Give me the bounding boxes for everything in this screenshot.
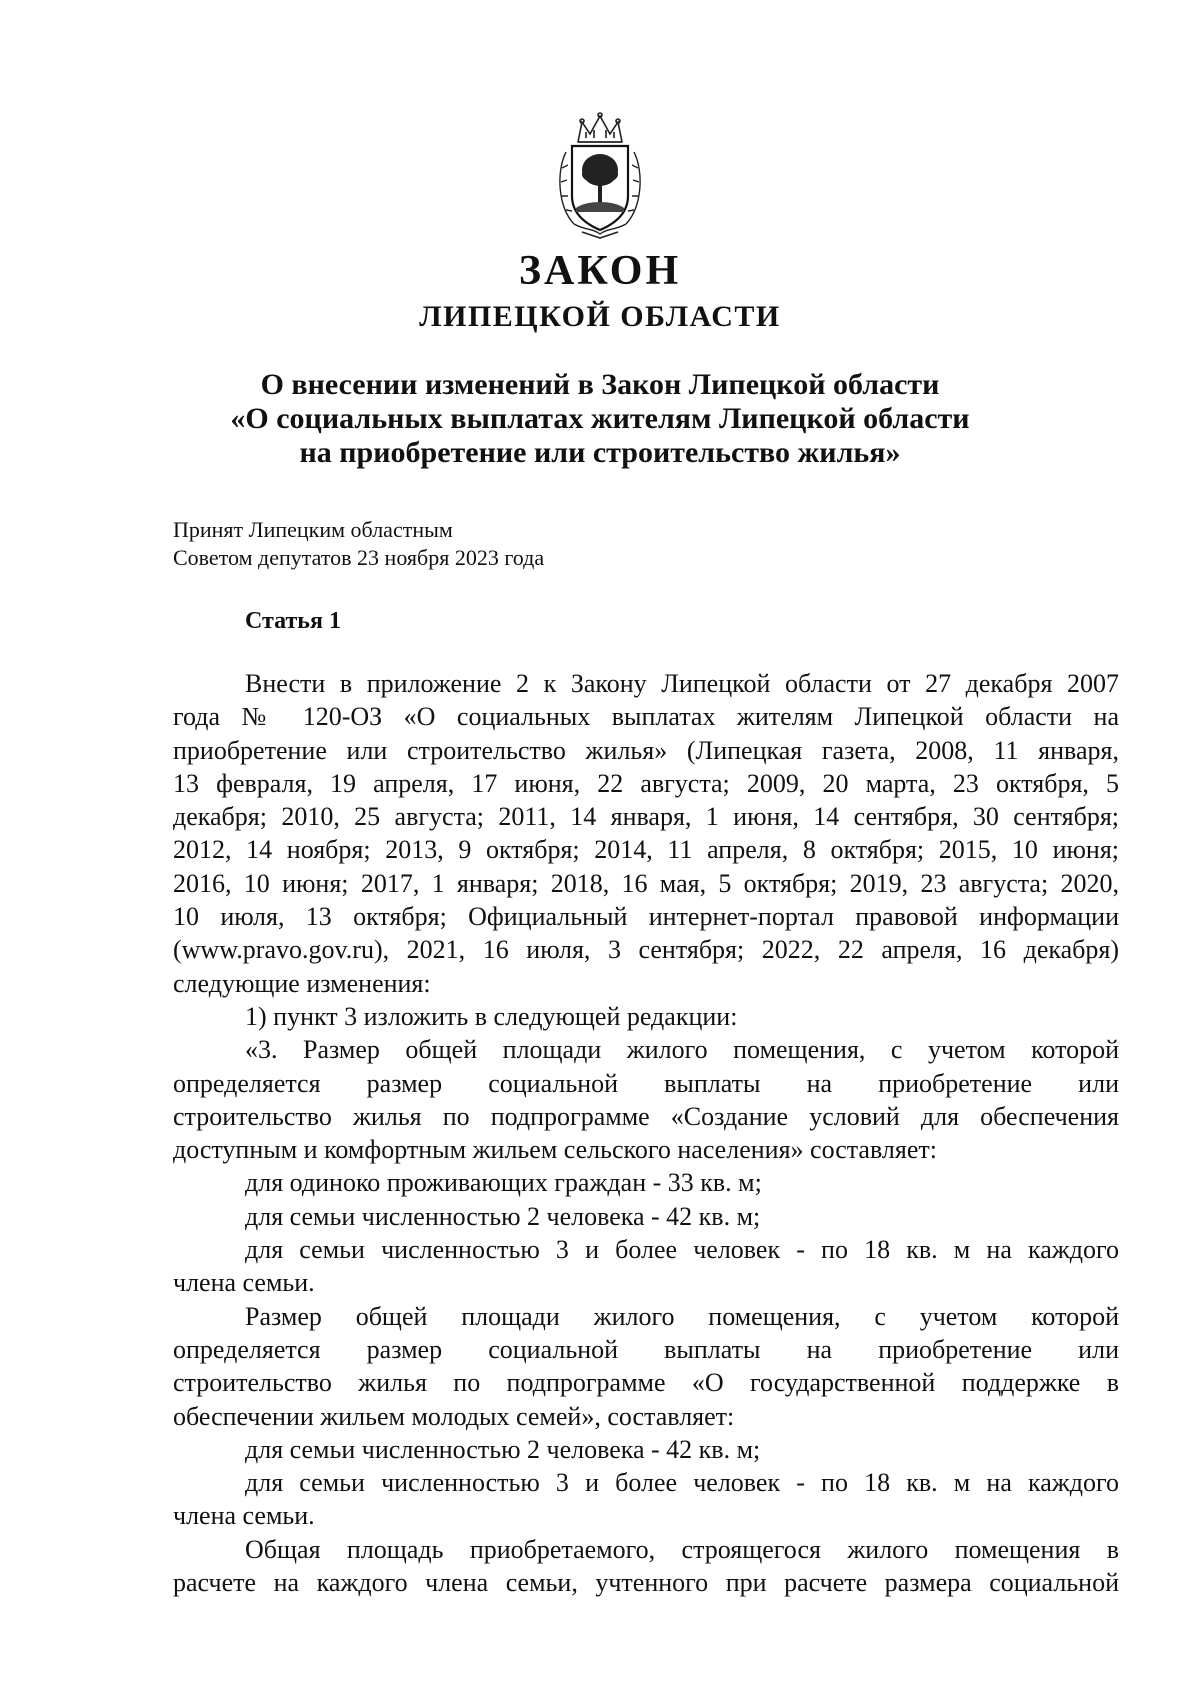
body-line: Размер общей площади жилого помещения, с учетом которой (245, 1301, 1119, 1331)
body-line: доступным и комфортным жильем сельского населения» составляет: (173, 1135, 937, 1165)
body-line: строительство жилья по подпрограмме «Создание условий для обеспечения (173, 1101, 1119, 1131)
body-line: строительство жилья по подпрограмме «О государственной поддержке в (173, 1368, 1119, 1398)
coat-of-arms-icon (552, 112, 648, 240)
body-line: 2012, 14 ноября; 2013, 9 октября; 2014, 11 апреля, 8 октября; 2015, 10 июня; (173, 835, 1119, 865)
law-heading (175, 368, 1025, 470)
body-line: приобретение или строительство жилья» (Липецкая газета, 2008, 11 января, (173, 735, 1119, 765)
body-line: определяется размер социальной выплаты на приобретение или (173, 1068, 1119, 1098)
body-line: для семьи численностью 2 человека - 42 кв. м; (245, 1434, 761, 1464)
body-line: Внести в приложение 2 к Закону Липецкой области от 27 декабря 2007 (245, 669, 1119, 698)
law-heading-line: «О социальных выплатах жителям Липецкой области (230, 402, 970, 435)
body-line: для одиноко проживающих граждан - 33 кв. м; (245, 1168, 762, 1198)
body-line: для семьи численностью 2 человека - 42 кв. м; (245, 1201, 761, 1231)
adoption-note-line: Принят Липецким областным (173, 517, 453, 542)
body-line: обеспечении жильем молодых семей», составляет: (173, 1401, 735, 1431)
law-heading-line: О внесении изменений в Закон Липецкой области (260, 368, 940, 401)
body-line: «3. Размер общей площади жилого помещения, с учетом которой (245, 1035, 1119, 1065)
body-line: 13 февраля, 19 апреля, 17 июня, 22 августа; 2009, 20 марта, 23 октября, 5 (173, 768, 1119, 798)
body-line: следующие изменения: (173, 968, 431, 998)
body-line: года № 120-ОЗ «О социальных выплатах жителям Липецкой области на (173, 702, 1119, 732)
body-line: определяется размер социальной выплаты на приобретение или (173, 1334, 1119, 1364)
body-line: (www.pravo.gov.ru), 2021, 16 июля, 3 сентября; 2022, 22 апреля, 16 декабря) (173, 935, 1119, 965)
body-line: члена семьи. (173, 1268, 315, 1298)
document-title: ЗАКОН (518, 248, 682, 294)
article-title: Статья 1 (245, 608, 341, 634)
body-line: члена семьи. (173, 1501, 315, 1531)
body-line: расчете на каждого члена семьи, учтенного при расчете размера социальной (173, 1568, 1119, 1598)
adoption-note-line: Советом депутатов 23 ноября 2023 года (173, 545, 545, 570)
body-line: 10 июля, 13 октября; Официальный интернет-портал правовой информации (173, 902, 1119, 932)
law-heading-line: на приобретение или строительство жилья» (299, 436, 901, 469)
body-line: Общая площадь приобретаемого, строящегося жилого помещения в (245, 1534, 1119, 1564)
body-line: для семьи численностью 3 и более человек - по 18 кв. м на каждого (245, 1235, 1119, 1265)
body-line: для семьи численностью 3 и более человек - по 18 кв. м на каждого (245, 1468, 1119, 1498)
body-line: декабря; 2010, 25 августа; 2011, 14 января, 1 июня, 14 сентября, 30 сентября; (173, 802, 1119, 832)
body-line: 2016, 10 июня; 2017, 1 января; 2018, 16 мая, 5 октября; 2019, 23 августа; 2020, (173, 868, 1119, 898)
article-body (173, 667, 1119, 1599)
body-line: 1) пункт 3 изложить в следующей редакции: (245, 1001, 738, 1031)
adoption-note (173, 516, 544, 572)
document-subtitle: ЛИПЕЦКОЙ ОБЛАСТИ (419, 300, 781, 333)
